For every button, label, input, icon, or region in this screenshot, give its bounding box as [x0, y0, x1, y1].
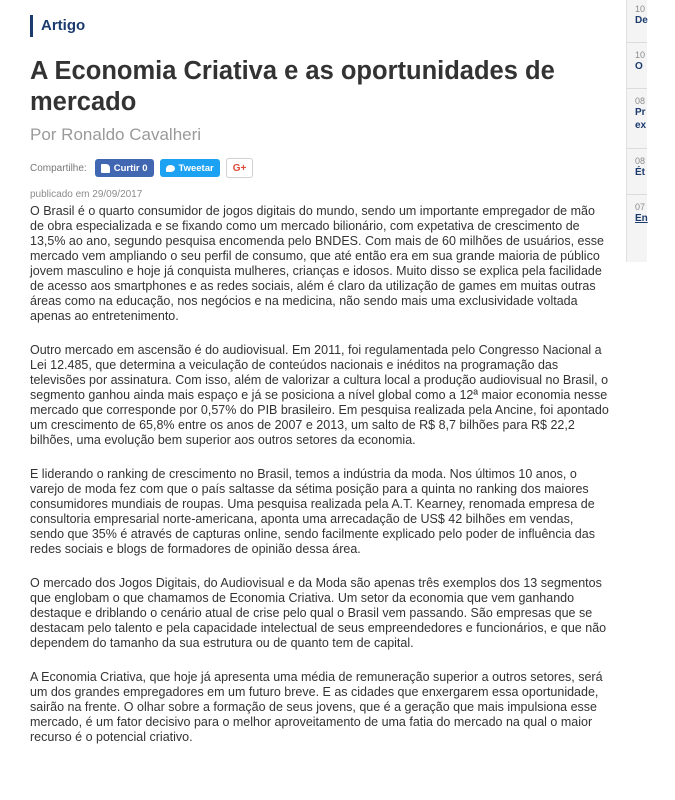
- tweet-label: Tweetar: [178, 162, 214, 174]
- section-tag[interactable]: Artigo: [30, 15, 610, 37]
- sidebar-divider: [627, 42, 647, 43]
- article: [30, 15, 610, 764]
- article-body: [30, 204, 610, 745]
- sidebar-item-title[interactable]: En: [635, 213, 648, 224]
- sidebar-item-date: 10: [635, 50, 646, 60]
- sidebar-item-date: 08: [635, 156, 646, 166]
- sidebar-item[interactable]: [635, 96, 675, 132]
- share-label: Compartilhe:: [30, 162, 87, 174]
- paragraph: O mercado dos Jogos Digitais, do Audiovisual e da Moda são apenas três exemplos dos 13 segmentos que englobam o que chamamos de Economia Criativa. Um setor da economia que vem ganhando destaque e driblando o cenário atual de crise pelo qual o Brasil vem passando. São empresas que se destacam pelo talento e pela capacidade intelectual de seus empreendedores e funcionários, e que não dependem do tamanho da sua estrutura ou de quanto tem de capital.: [30, 576, 607, 650]
- sidebar-item-title[interactable]: Ét: [635, 167, 645, 178]
- paragraph: E liderando o ranking de crescimento no Brasil, temos a indústria da moda. Nos últimos 10 anos, o varejo de moda fez com que o país saltasse da sétima posição para a quinta no ranking dos maiores consumidores mundiais de roupas. Uma pesquisa realizada pela A.T. Kearney, renomada empresa de consultoria empresarial norte-americana, aponta uma arrecadação de US$ 42 bilhões em vendas, sendo que 35% é através de capturas online, sendo facilmente explicado pelo poder de influência das redes sociais e blogs de formadores de opinião dessa área.: [30, 467, 595, 556]
- article-title: A Economia Criativa e as oportunidades de mercado: [30, 57, 555, 116]
- share-bar: [30, 158, 610, 178]
- paragraph: O Brasil é o quarto consumidor de jogos digitais do mundo, sendo um importante empregador de mão de obra especializada e se fixando como um mercado bilionário, com expetativa de crescimento de 13,5% ao ano, segundo pesquisa encomenda pelo BNDES. Com mais de 60 milhões de usuários, esse mercado vem ampliando o seu perfil de consumo, que até então era em sua grande maioria de público jovem masculino e hoje já conquista mulheres, crianças e idosos. Muito disso se explica pela facilidade de acesso aos smartphones e as redes sociais, além é claro da utilização de games em muitas outras áreas como na educação, nos negócios e na medicina, não sendo mais uma exclusividade voltada apenas ao entretenimento.: [30, 204, 604, 323]
- like-label: Curtir 0: [113, 162, 148, 174]
- paragraph: A Economia Criativa, que hoje já apresenta uma média de remuneração superior a outros setores, será um dos grandes empregadores em um futuro breve. E as cidades que enxergarem essa oportunidade, sairão na frente. O olhar sobre a formação de seus jovens, que é a geração que mais impulsiona esse mercado, é um fator decisivo para o melhor aproveitamento de uma fatia do mercado na qual o maior recurso é o potencial criativo.: [30, 670, 603, 744]
- google-plus-button[interactable]: G+: [226, 158, 254, 178]
- tweet-button[interactable]: [160, 159, 220, 177]
- related-sidebar: [626, 0, 647, 262]
- thumbs-up-icon: [101, 164, 110, 173]
- sidebar-item[interactable]: [635, 50, 675, 73]
- sidebar-item[interactable]: [635, 202, 675, 225]
- sidebar-item-date: 07: [635, 202, 646, 212]
- sidebar-item[interactable]: [635, 4, 675, 27]
- sidebar-item-date: 08: [635, 96, 646, 106]
- paragraph: Outro mercado em ascensão é do audiovisual. Em 2011, foi regulamentada pelo Congresso Nacional a Lei 12.485, que determina a veiculação de conteúdos nacionais e inéditos na programação das televisões por assinatura. Com isso, além de valorizar a cultura local a produção audiovisual no Brasil, o segmento ganhou ainda mais espaço e já se posiciona a nível global como a 12ª maior economia nesse mercado que corresponde por 0,57% do PIB brasileiro. Em pesquisa realizada pela Ancine, foi apontado um crescimento de 65,8% entre os anos de 2007 e 2013, um salto de R$ 8,7 bilhões para R$ 22,2 bilhões, uma evolução bem superior aos outros setores da economia.: [30, 343, 609, 447]
- sidebar-item[interactable]: [635, 156, 675, 179]
- sidebar-item-title[interactable]: De: [635, 15, 648, 26]
- sidebar-divider: [627, 194, 647, 195]
- twitter-bird-icon: [166, 165, 175, 172]
- sidebar-divider: [627, 88, 647, 89]
- sidebar-item-title[interactable]: Pr ex: [635, 107, 647, 131]
- article-author: Por Ronaldo Cavalheri: [30, 125, 202, 144]
- facebook-like-button[interactable]: [95, 159, 154, 177]
- sidebar-item-title[interactable]: O: [635, 61, 643, 72]
- sidebar-item-date: 10: [635, 4, 646, 14]
- published-date: publicado em 29/09/2017: [30, 189, 143, 200]
- sidebar-divider: [627, 148, 647, 149]
